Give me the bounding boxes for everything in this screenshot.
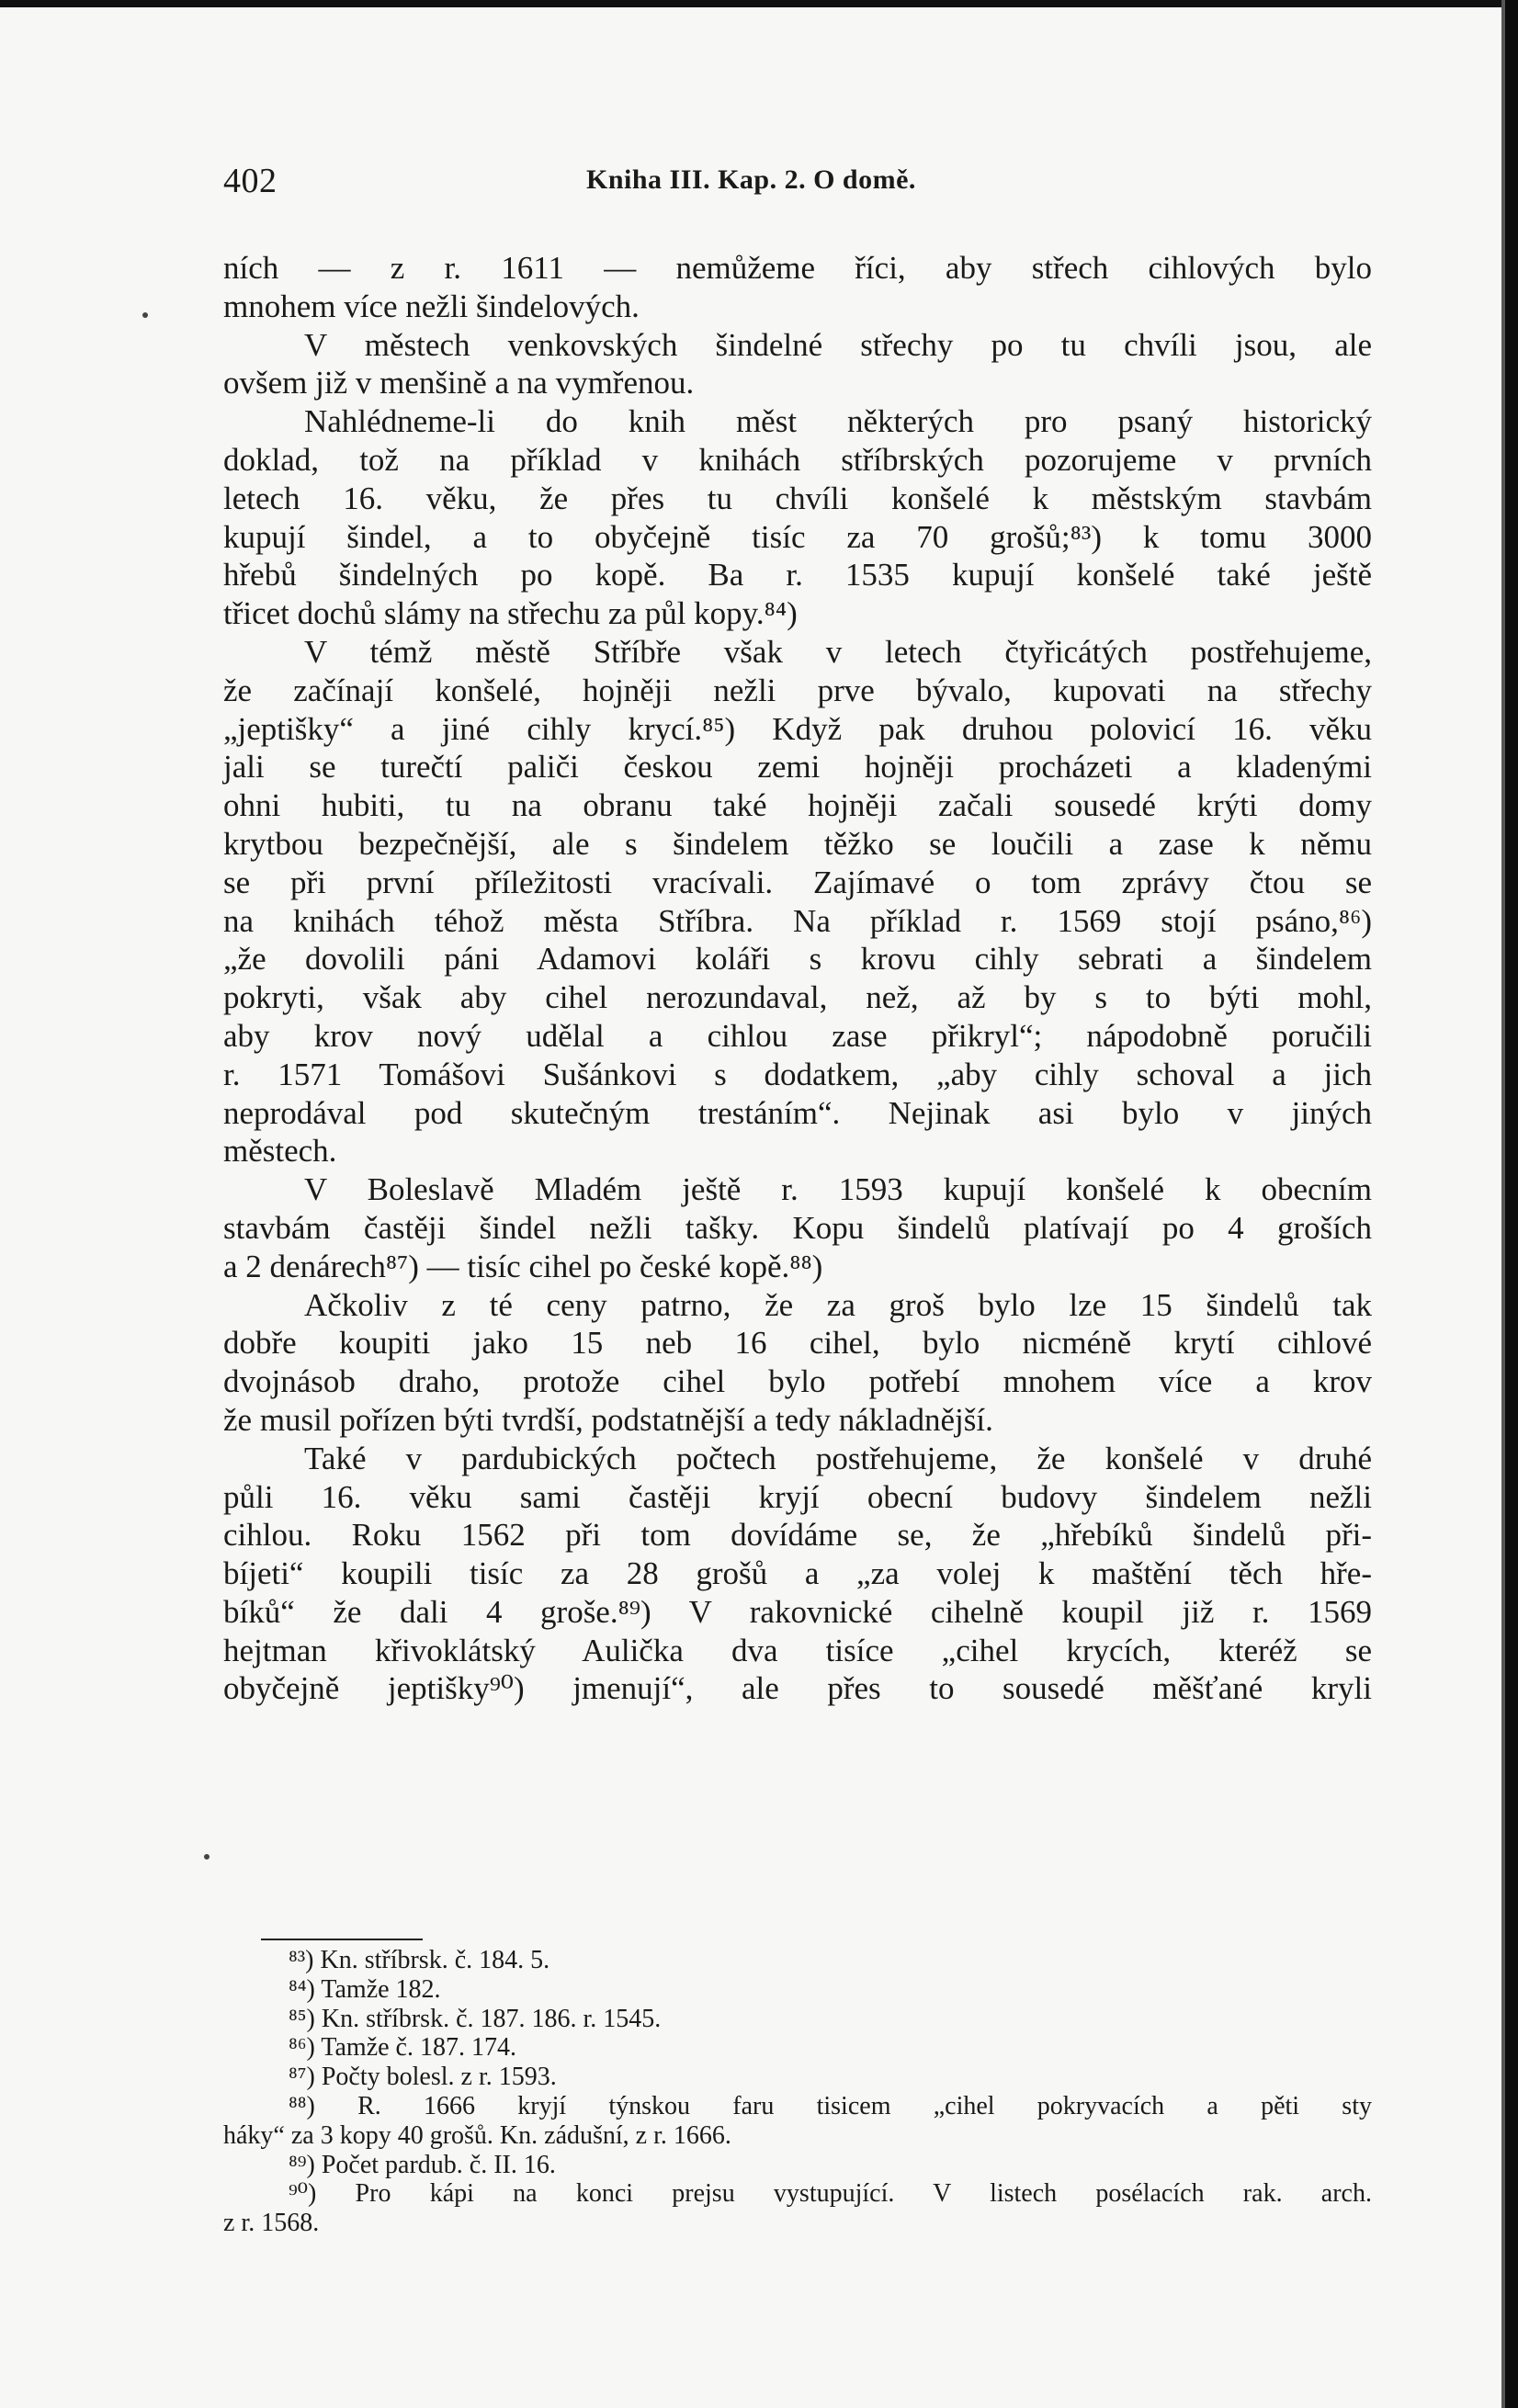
- footnote-line: ⁸⁵) Kn. stříbrsk. č. 187. 186. r. 1545.: [289, 2004, 662, 2033]
- footnote-line: ⁸³) Kn. stříbrsk. č. 184. 5.: [289, 1946, 550, 1974]
- text-line: V Boleslavě Mladém ještě r. 1593 kupují konšelé k obecním: [304, 1171, 1372, 1208]
- text-line: aby krov nový udělal a cihlou zase přikryl“; nápodobně poručili: [223, 1017, 1372, 1054]
- text-line: hřebů šindelných po kopě. Ba r. 1535 kupují konšelé také ještě: [223, 557, 1372, 594]
- text-line: mnohem více nežli šindelových.: [223, 288, 640, 324]
- text-line: r. 1571 Tomášovi Sušánkovi s dodatkem, „aby cihly schoval a jich: [223, 1056, 1372, 1092]
- text-line: že musil pořízen býti tvrdší, podstatnější a tedy nákladnější.: [223, 1401, 993, 1438]
- text-line: třicet dochů slámy na střechu za půl kopy.⁸⁴): [223, 595, 798, 632]
- text-line: ovšem již v menšině a na vymřenou.: [223, 365, 695, 401]
- text-line: ohni hubiti, tu na obranu také hojněji začali sousedé krýti domy: [223, 787, 1372, 824]
- margin-dot: [204, 1854, 210, 1860]
- text-line: neprodával pod skutečným trestáním“. Nejinak asi bylo v jiných: [223, 1094, 1372, 1131]
- footnote-line: ⁸⁹) Počet pardub. č. II. 16.: [289, 2150, 556, 2179]
- text-line: dvojnásob draho, protože cihel bylo potřebí mnohem více a krov: [223, 1363, 1372, 1400]
- text-line: a 2 denárech⁸⁷) — tisíc cihel po české kopě.⁸⁸): [223, 1248, 823, 1284]
- book-page: [223, 161, 1372, 2238]
- footnote-line: ⁸⁴) Tamže 182.: [289, 1974, 441, 2004]
- text-line: Nahlédneme-li do knih měst některých pro psaný historický: [304, 403, 1372, 440]
- text-line: městech.: [223, 1133, 337, 1170]
- body-text: [223, 249, 1372, 1708]
- text-line: půli 16. věku sami častěji kryjí obecní budovy šindelem nežli: [223, 1478, 1372, 1515]
- footnote-rule: [261, 1939, 423, 1940]
- text-line: dobře koupiti jako 15 neb 16 cihel, bylo nicméně krytí cihlové: [223, 1325, 1372, 1362]
- text-line: hejtman křivoklátský Aulička dva tisíce „cihel krycích, kteréž se: [223, 1632, 1372, 1668]
- footnote-line: z r. 1568.: [223, 2209, 320, 2238]
- margin-dot: [142, 312, 148, 318]
- text-line: V témž městě Stříbře však v letech čtyřicátých postřehujeme,: [304, 633, 1372, 670]
- text-line: krytbou bezpečnější, ale s šindelem těžko se loučili a zase k němu: [223, 825, 1372, 862]
- text-line: V městech venkovských šindelné střechy po tu chvíli jsou, ale: [304, 326, 1372, 363]
- footnote-line: háky“ za 3 kopy 40 grošů. Kn. zádušní, z r. 1666.: [223, 2120, 731, 2150]
- text-line: „jeptišky“ a jiné cihly krycí.⁸⁵) Když pak druhou polovicí 16. věku: [223, 710, 1372, 747]
- text-line: obyčejně jeptišky⁹⁰) jmenují“, ale přes to sousedé měšťané kryli: [223, 1670, 1372, 1707]
- footnote-line: ⁹⁰) Pro kápi na konci prejsu vystupující. V listech posélacích rak. arch.: [289, 2179, 1372, 2209]
- text-line: na knihách téhož města Stříbra. Na příklad r. 1569 stojí psáno,⁸⁶): [223, 902, 1372, 939]
- text-line: cihlou. Roku 1562 při tom dovídáme se, že „hřebíků šindelů při-: [223, 1517, 1372, 1554]
- text-line: pokryti, však aby cihel nerozundaval, než, až by s to býti mohl,: [223, 979, 1372, 1016]
- scan-border-top: [0, 0, 1518, 7]
- text-line: ních — z r. 1611 — nemůžeme říci, aby střech cihlových bylo: [223, 250, 1372, 286]
- text-line: letech 16. věku, že přes tu chvíli konšelé k městským stavbám: [223, 480, 1372, 516]
- text-line: kupují šindel, a to obyčejně tisíc za 70 grošů;⁸³) k tomu 3000: [223, 518, 1372, 555]
- text-line: bíků“ že dali 4 groše.⁸⁹) V rakovnické cihelně koupil již r. 1569: [223, 1593, 1372, 1630]
- text-line: jali se turečtí paliči českou zemi hojněji procházeti a kladenými: [223, 749, 1372, 786]
- text-line: stavbám častěji šindel nežli tašky. Kopu šindelů platívají po 4 groších: [223, 1209, 1372, 1246]
- footnote-line: ⁸⁸) R. 1666 kryjí týnskou faru tisicem „cihel pokryvacích a pěti sty: [289, 2091, 1372, 2120]
- footnote-line: ⁸⁶) Tamže č. 187. 174.: [289, 2033, 516, 2063]
- text-line: že začínají konšelé, hojněji nežli prve bývalo, kupovati na střechy: [223, 672, 1372, 708]
- text-line: „že dovolili páni Adamovi koláři s krovu cihly sebrati a šindelem: [223, 941, 1372, 978]
- footnote-line: ⁸⁷) Počty bolesl. z r. 1593.: [289, 2063, 557, 2092]
- running-title: Kniha III. Kap. 2. O domě.: [586, 164, 916, 195]
- text-line: Ačkoliv z té ceny patrno, že za groš bylo lze 15 šindelů tak: [304, 1286, 1372, 1323]
- page-number: 402: [223, 162, 278, 200]
- text-line: Také v pardubických počtech postřehujeme, že konšelé v druhé: [304, 1440, 1372, 1476]
- page-header: [223, 161, 1372, 216]
- scan-border-right: [1505, 0, 1518, 2408]
- text-line: doklad, tož na příklad v knihách stříbrských pozorujeme v prvních: [223, 441, 1372, 478]
- text-line: se při první příležitosti vracívali. Zajímavé o tom zprávy čtou se: [223, 864, 1372, 900]
- footnotes: [223, 1946, 1372, 2238]
- text-line: bíjeti“ koupili tisíc za 28 grošů a „za volej k maštění těch hře-: [223, 1555, 1372, 1592]
